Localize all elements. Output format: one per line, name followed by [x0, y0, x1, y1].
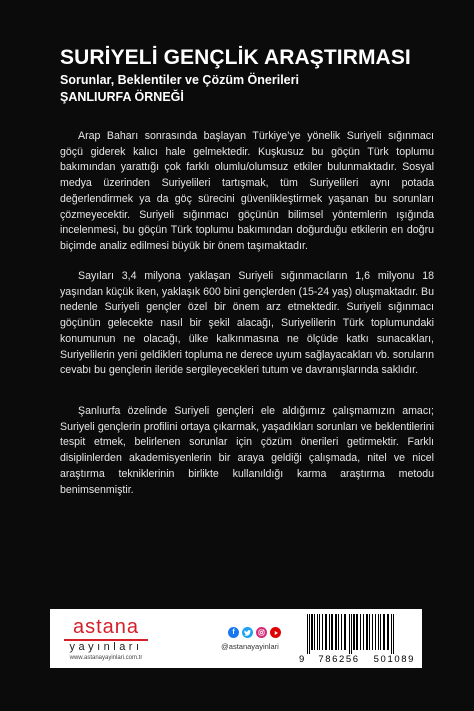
barcode-bar [329, 614, 330, 650]
isbn-first-digit: 9 [299, 654, 305, 665]
barcode-bar [317, 614, 318, 650]
barcode-bar [372, 614, 373, 650]
blurb-paragraph-2: Sayıları 3,4 milyona yaklaşan Suriyeli sığınmacıların 1,6 milyonu 18 yaşından küçük iken, yaklaşık 600 bini gençlerden (15-24 yaş) oluşmaktadır. Bu nedenle Suriyeli gençler özel bir önem arz etmektedir. Suriyeli sığınmacı göçünün gelecekte nasıl bir şekil alacağı, Suriyelilerin Türk toplumundaki konumunun ne olacağı, ülke kalkınmasına ne ölçüde katkı sunacakları, Suriyelilerin yeni geldikleri topluma ne derece uyum sağlayacakları vb. soruların cevabı bu gençlerin ileride sergileyecekleri tutum ve davranışlarında saklıdır. [60, 270, 434, 377]
barcode-guard-bar [309, 614, 310, 654]
isbn-group-2: 501089 [373, 654, 415, 665]
social-icons [228, 627, 281, 639]
book-title: SURİYELİ GENÇLİK ARAŞTIRMASI [60, 46, 411, 69]
barcode-bar [311, 614, 313, 650]
facebook-icon: f [228, 627, 239, 638]
isbn-group-1: 786256 [318, 654, 360, 665]
barcode-guard-bar [351, 614, 352, 654]
barcode-bar [383, 614, 385, 650]
barcode-bar [319, 614, 320, 650]
barcode-bar [380, 614, 381, 650]
barcode-bar [353, 614, 355, 650]
youtube-icon [270, 627, 281, 638]
social-handle: @astanayayinlari [221, 642, 279, 651]
instagram-icon [256, 627, 267, 638]
isbn-barcode [299, 614, 415, 666]
barcode-bar [335, 614, 337, 650]
barcode-bar [369, 614, 370, 650]
barcode-bar [378, 614, 379, 650]
barcode-bar [322, 614, 323, 650]
blurb-paragraph-3: Şanlıurfa özelinde Suriyeli gençleri ele aldığımız çalışmamızın amacı; Suriyeli gençlerin profilini ortaya çıkarmak, yaşadıkları sorunları ve beklentilerini tespit etmek, belirlenen sorunlar için çözüm önerileri getirmektir. Farklı disiplinlerden akademisyenlerin bir araya geldiği çalışmada, nitel ve nicel araştırma tekniklerinin birlikte kullanıldığı karma araştırma metodu benimsenmiştir. [60, 405, 434, 496]
barcode-bar [366, 614, 368, 650]
book-subtitle-location: ŞANLIURFA ÖRNEĞİ [60, 90, 184, 104]
barcode-guard-bar [393, 614, 394, 654]
barcode-bar [314, 614, 315, 650]
isbn-number [299, 654, 415, 665]
publisher-website: www.astanayayinlari.com.tr [69, 655, 143, 661]
blurb-paragraph-1: Arap Baharı sonrasında başlayan Türkiye’ye yönelik Suriyeli sığınmacı göçü giderek kalıcı hale gelmektedir. Kuşkusuz bu göçün Türk toplumu bakımından yarattığı çok farklı olumlu/olumsuz etkiler bulunmaktadır. Sosyal medya üzerinden Suriyelileri tartışmak, tüm Suriyelileri aynı potada değerlendirmek ya da göç sürecini güvenlikleştirmek yaşanan bu sorunları çözmeyecektir. Suriyeli sığınmacı göçünün bilimsel yöntemlerin ışığında incelenmesi, bu göçün Türk toplumu bakımından doğurduğu etkilerin en doğru biçimde analiz edilmesi büyük bir önem taşımaktadır. [60, 130, 434, 252]
barcode-bar [341, 614, 342, 650]
barcode-bar [363, 614, 364, 650]
barcode-bar [387, 614, 389, 650]
publisher-logo-subtitle: yayınları [69, 641, 143, 653]
barcode-bar [331, 614, 333, 650]
barcode-guard-bar [391, 614, 392, 654]
book-subtitle: Sorunlar, Beklentiler ve Çözüm Önerileri [60, 73, 299, 87]
publisher-footer-panel [50, 609, 422, 668]
barcode-bar [360, 614, 361, 650]
barcode-bar [338, 614, 339, 650]
barcode-bar [356, 614, 358, 650]
barcode-guard-bar [307, 614, 308, 654]
publisher-logo [62, 618, 150, 662]
barcode-bar [375, 614, 376, 650]
barcode-guard-bar [349, 614, 350, 654]
barcode-bar [325, 614, 327, 650]
barcode-bar [344, 614, 346, 650]
barcode-bars [299, 614, 415, 654]
publisher-logo-wordmark: astana [72, 616, 140, 638]
twitter-icon [242, 627, 253, 638]
